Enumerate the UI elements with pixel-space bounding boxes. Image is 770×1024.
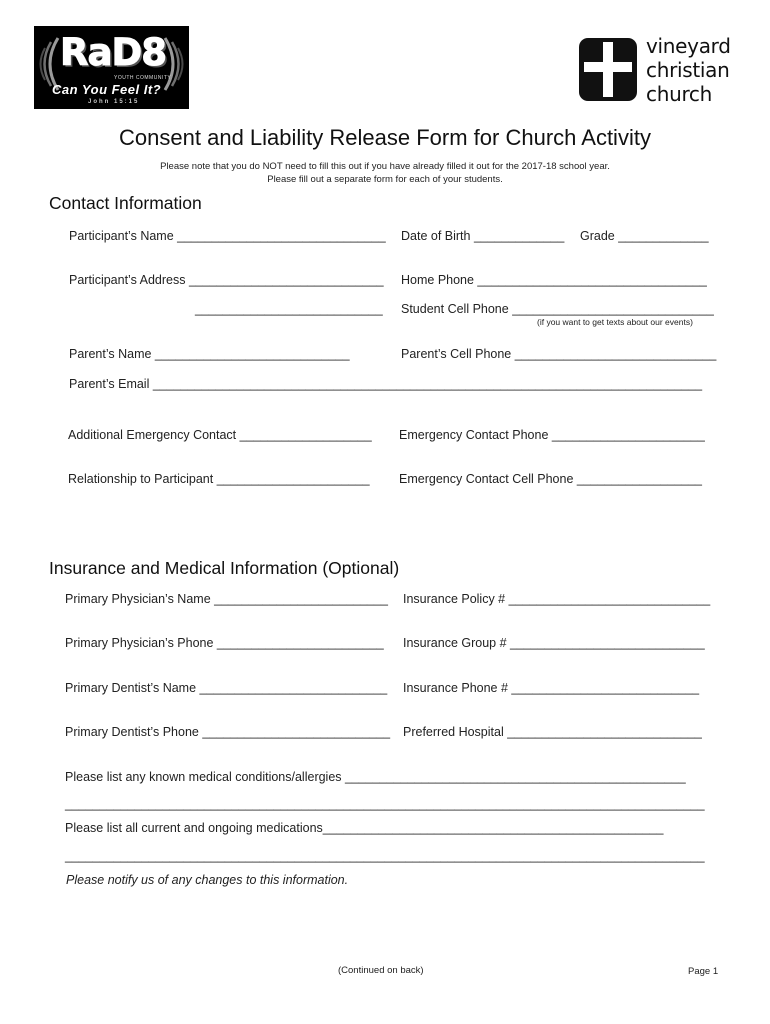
parent-cell-field[interactable]: Parent’s Cell Phone _____________________________ bbox=[401, 347, 717, 361]
rad8-logo bbox=[34, 26, 189, 109]
dentist-phone-field[interactable]: Primary Dentist’s Phone ___________________________ bbox=[65, 725, 391, 739]
medications-line2[interactable]: ____________________________________________________________________________________________ bbox=[65, 849, 705, 863]
school-year-note: Please note that you do NOT need to fill this out if you have already filled it out for the 2017-18 school year. bbox=[160, 161, 610, 172]
vineyard-logo bbox=[579, 34, 739, 106]
physician-name-field[interactable]: Primary Physician’s Name _________________________ bbox=[65, 592, 388, 606]
medical-conditions-line2[interactable]: ____________________________________________________________________________________________ bbox=[65, 797, 705, 811]
insurance-phone-field[interactable]: Insurance Phone # ___________________________ bbox=[403, 681, 700, 695]
vineyard-line1: vineyard bbox=[646, 34, 731, 58]
vineyard-line3: church bbox=[646, 82, 713, 106]
rad8-subtitle: YOUTH COMMUNITY bbox=[114, 75, 172, 81]
insurance-group-field[interactable]: Insurance Group # ____________________________ bbox=[403, 636, 705, 650]
notify-changes-note: Please notify us of any changes to this information. bbox=[66, 873, 349, 887]
home-phone-field[interactable]: Home Phone _________________________________ bbox=[401, 273, 707, 287]
contact-heading: Contact Information bbox=[49, 193, 202, 213]
rad8-tagline: Can You Feel It? bbox=[52, 82, 162, 97]
medications-field[interactable]: Please list all current and ongoing medications_________________________________________________ bbox=[65, 821, 664, 835]
vineyard-line2: christian bbox=[646, 58, 730, 82]
participant-name-field[interactable]: Participant’s Name ______________________________ bbox=[69, 229, 386, 243]
participant-address-field[interactable]: Participant’s Address ____________________________ bbox=[69, 273, 384, 287]
separate-form-note: Please fill out a separate form for each of your students. bbox=[267, 174, 503, 185]
page-number: Page 1 bbox=[688, 966, 719, 977]
physician-phone-field[interactable]: Primary Physician’s Phone ________________________ bbox=[65, 636, 384, 650]
emergency-phone-field[interactable]: Emergency Contact Phone ______________________ bbox=[399, 428, 705, 442]
medical-heading: Insurance and Medical Information (Optional) bbox=[49, 558, 400, 578]
continued-note: (Continued on back) bbox=[338, 965, 424, 976]
address-line2-field[interactable]: ___________________________ bbox=[195, 302, 383, 316]
medical-conditions-field[interactable]: Please list any known medical conditions/allergies _________________________________________________ bbox=[65, 770, 686, 784]
vineyard-wordmark bbox=[646, 34, 731, 106]
insurance-policy-field[interactable]: Insurance Policy # _____________________________ bbox=[403, 592, 711, 606]
student-cell-hint: (if you want to get texts about our events) bbox=[537, 317, 693, 327]
parent-email-field[interactable]: Parent’s Email _______________________________________________________________________________ bbox=[69, 377, 703, 391]
student-cell-field[interactable]: Student Cell Phone _____________________________ bbox=[401, 302, 714, 316]
form-title: Consent and Liability Release Form for Church Activity bbox=[119, 125, 651, 150]
emergency-cell-field[interactable]: Emergency Contact Cell Phone __________________ bbox=[399, 472, 703, 486]
rad8-wordmark: RaD8 bbox=[60, 31, 166, 74]
parent-name-field[interactable]: Parent’s Name ____________________________ bbox=[69, 347, 350, 361]
preferred-hospital-field[interactable]: Preferred Hospital ____________________________ bbox=[403, 725, 702, 739]
dentist-name-field[interactable]: Primary Dentist’s Name ___________________________ bbox=[65, 681, 388, 695]
relationship-field[interactable]: Relationship to Participant ______________________ bbox=[68, 472, 370, 486]
rad8-reference: John 15:15 bbox=[88, 99, 140, 105]
cross-icon bbox=[579, 38, 637, 101]
grade-field[interactable]: Grade _____________ bbox=[580, 229, 709, 243]
emergency-contact-field[interactable]: Additional Emergency Contact ___________________ bbox=[68, 428, 372, 442]
date-of-birth-field[interactable]: Date of Birth _____________ bbox=[401, 229, 565, 243]
